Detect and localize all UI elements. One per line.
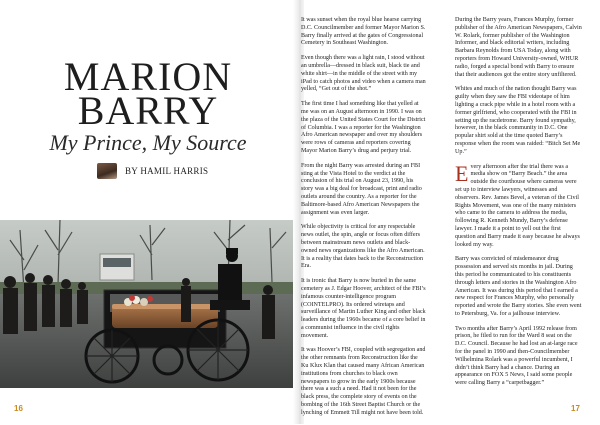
page-number-left: 16	[14, 404, 23, 413]
byline: BY HAMIL HARRIS	[125, 166, 209, 176]
dropcap-paragraph-text: very afternoon after the trial there was a media show on “Barry Beach.” the area outside the courthouse where cameras were set up to interview lawyers, witnesses and observers. Rev. James Bevel, a veteran of the Civil Rights Movement, was one of the many ministers who came to the camera to address the media, following R. Kenneth Mundy, Barry’s defense lawyer. I made it a point to yell out the first question and Barry made it easy because he always looked my way.	[455, 163, 580, 248]
paragraph: During the Barry years, Frances Murphy, former publisher of the Afro American Newspapers, Calvin W. Rolark, former publisher of the Washington Informer, and black editorial writers, including Barbara Reynolds from USA Today, along with reporters from Howard University-owned, WHUR radio, forged a special bond with Barry to ensure that their audiences got the entire story unfiltered.	[455, 17, 582, 78]
title-first-name: MARION	[63, 54, 233, 99]
paragraph: Whites and much of the nation thought Barry was guilty when they saw the FBI videotape of him lighting a crack pipe while in a hotel room with a former girlfriend, who cooperated with the FBI in setting up the racdetrome. Barry found sympathy, however, in the black community in D.C. One popular shirt sold at the time quoted Barry’s response when the room was raided: “Bitch Set Me Up.”	[455, 86, 581, 155]
funeral-procession-photo	[0, 220, 296, 388]
title-last-name: BARRY	[77, 88, 219, 133]
paragraph: It was sunset when the royal blue hearse carrying D.C. Councilmember and former Mayor Marion S. Barry finally arrived at the gates of Congressional Cemetery in Southeast Washington.	[301, 17, 426, 47]
dropcap-paragraph	[455, 160, 582, 250]
paragraph: The first time I had something like that yelled at me was on an August afternoon in 1990. I was on the plaza of the United States Court for the District of Columbia. I was a reporter for the Washington Afro American newspaper and over my shoulders were rows of cameras and reporters covering Mayor Marion Barry’s drug and perjury trial.	[301, 101, 426, 154]
funeral-procession-illustration	[0, 220, 296, 388]
author-row	[97, 162, 208, 180]
paragraph: Barry was convicted of misdemeanor drug possession and served six months in jail. During this period he communicated to his constituents through letters and stories in the Washington Afro American. It was during this period that I earned a new respect for Frances Murphy, who personally reported and wrote the Barry stories. She even went to Petersburg, Va. for a jailhouse interview.	[455, 256, 582, 317]
left-page	[0, 0, 296, 424]
subtitle: My Prince, My Source	[49, 130, 247, 155]
article-column-2	[455, 17, 582, 395]
paragraph: It is ironic that Barry is now buried in the same cemetery as J. Edgar Hoover, architect of the FBI’s infamous counter-intelligence program (COINTELPRO). Its ordered wiretaps and surveillance of Martin Luther King and other black leaders during the 1960s became of a core belief in a communist influence in the civil rights movement.	[301, 278, 426, 339]
paragraph: Two months after Barry’s April 1992 release from prison, he filed to run for the Ward 8 seat on the D.C. Council. Because he had lost an at-large race for the panel in 1990 and then-Councilmember Wilhelmina Rolark was a powerful incumbent, I didn’t think Barry had a chance. During an appearance on FOX 5 News, I said some people were calling Barry a “carpetbagger.”	[455, 325, 578, 387]
paragraph: While objectivity is critical for any respectable news outlet, the spin, angle or focus often differs between mainstream news outlets and black-owned news organizations like the Afro American. It is a reality that dates back to the Reconstruction Era.	[301, 224, 425, 270]
paragraph: From the night Barry was arrested during an FBI sting at the Vista Hotel to the verdict at the conclusion of his trial on August 23, 1990, his story was a big deal for broadcast, print and radio outlets around the country. As a reporter for the Baltimore-based Afro American Newspapers the assignment was even larger.	[301, 162, 422, 216]
drop-cap: E	[455, 160, 469, 186]
page-number-right: 17	[571, 404, 580, 413]
article-column-1	[301, 17, 426, 425]
author-photo	[97, 163, 117, 179]
paragraph: It was Hoover’s FBI, coupled with segregation and the other remnants from Reconstruction like the Ku Klux Klan that caused many African American institutions from churches to black own newspapers to grow in the early 1900s because there was a such a need. Had it not been for the black press, the complete story of events on the bombing of the 16th Street Baptist Church or the lynching of Emmett Till might not have been told.	[301, 347, 426, 416]
paragraph: Even though there was a light rain, I stood without an umbrella—dressed in black suit, black tie and white shirt—in the middle of the street with my iPad to catch photos and video when a camera man yelled, “Get out of the shot.”	[301, 55, 426, 93]
